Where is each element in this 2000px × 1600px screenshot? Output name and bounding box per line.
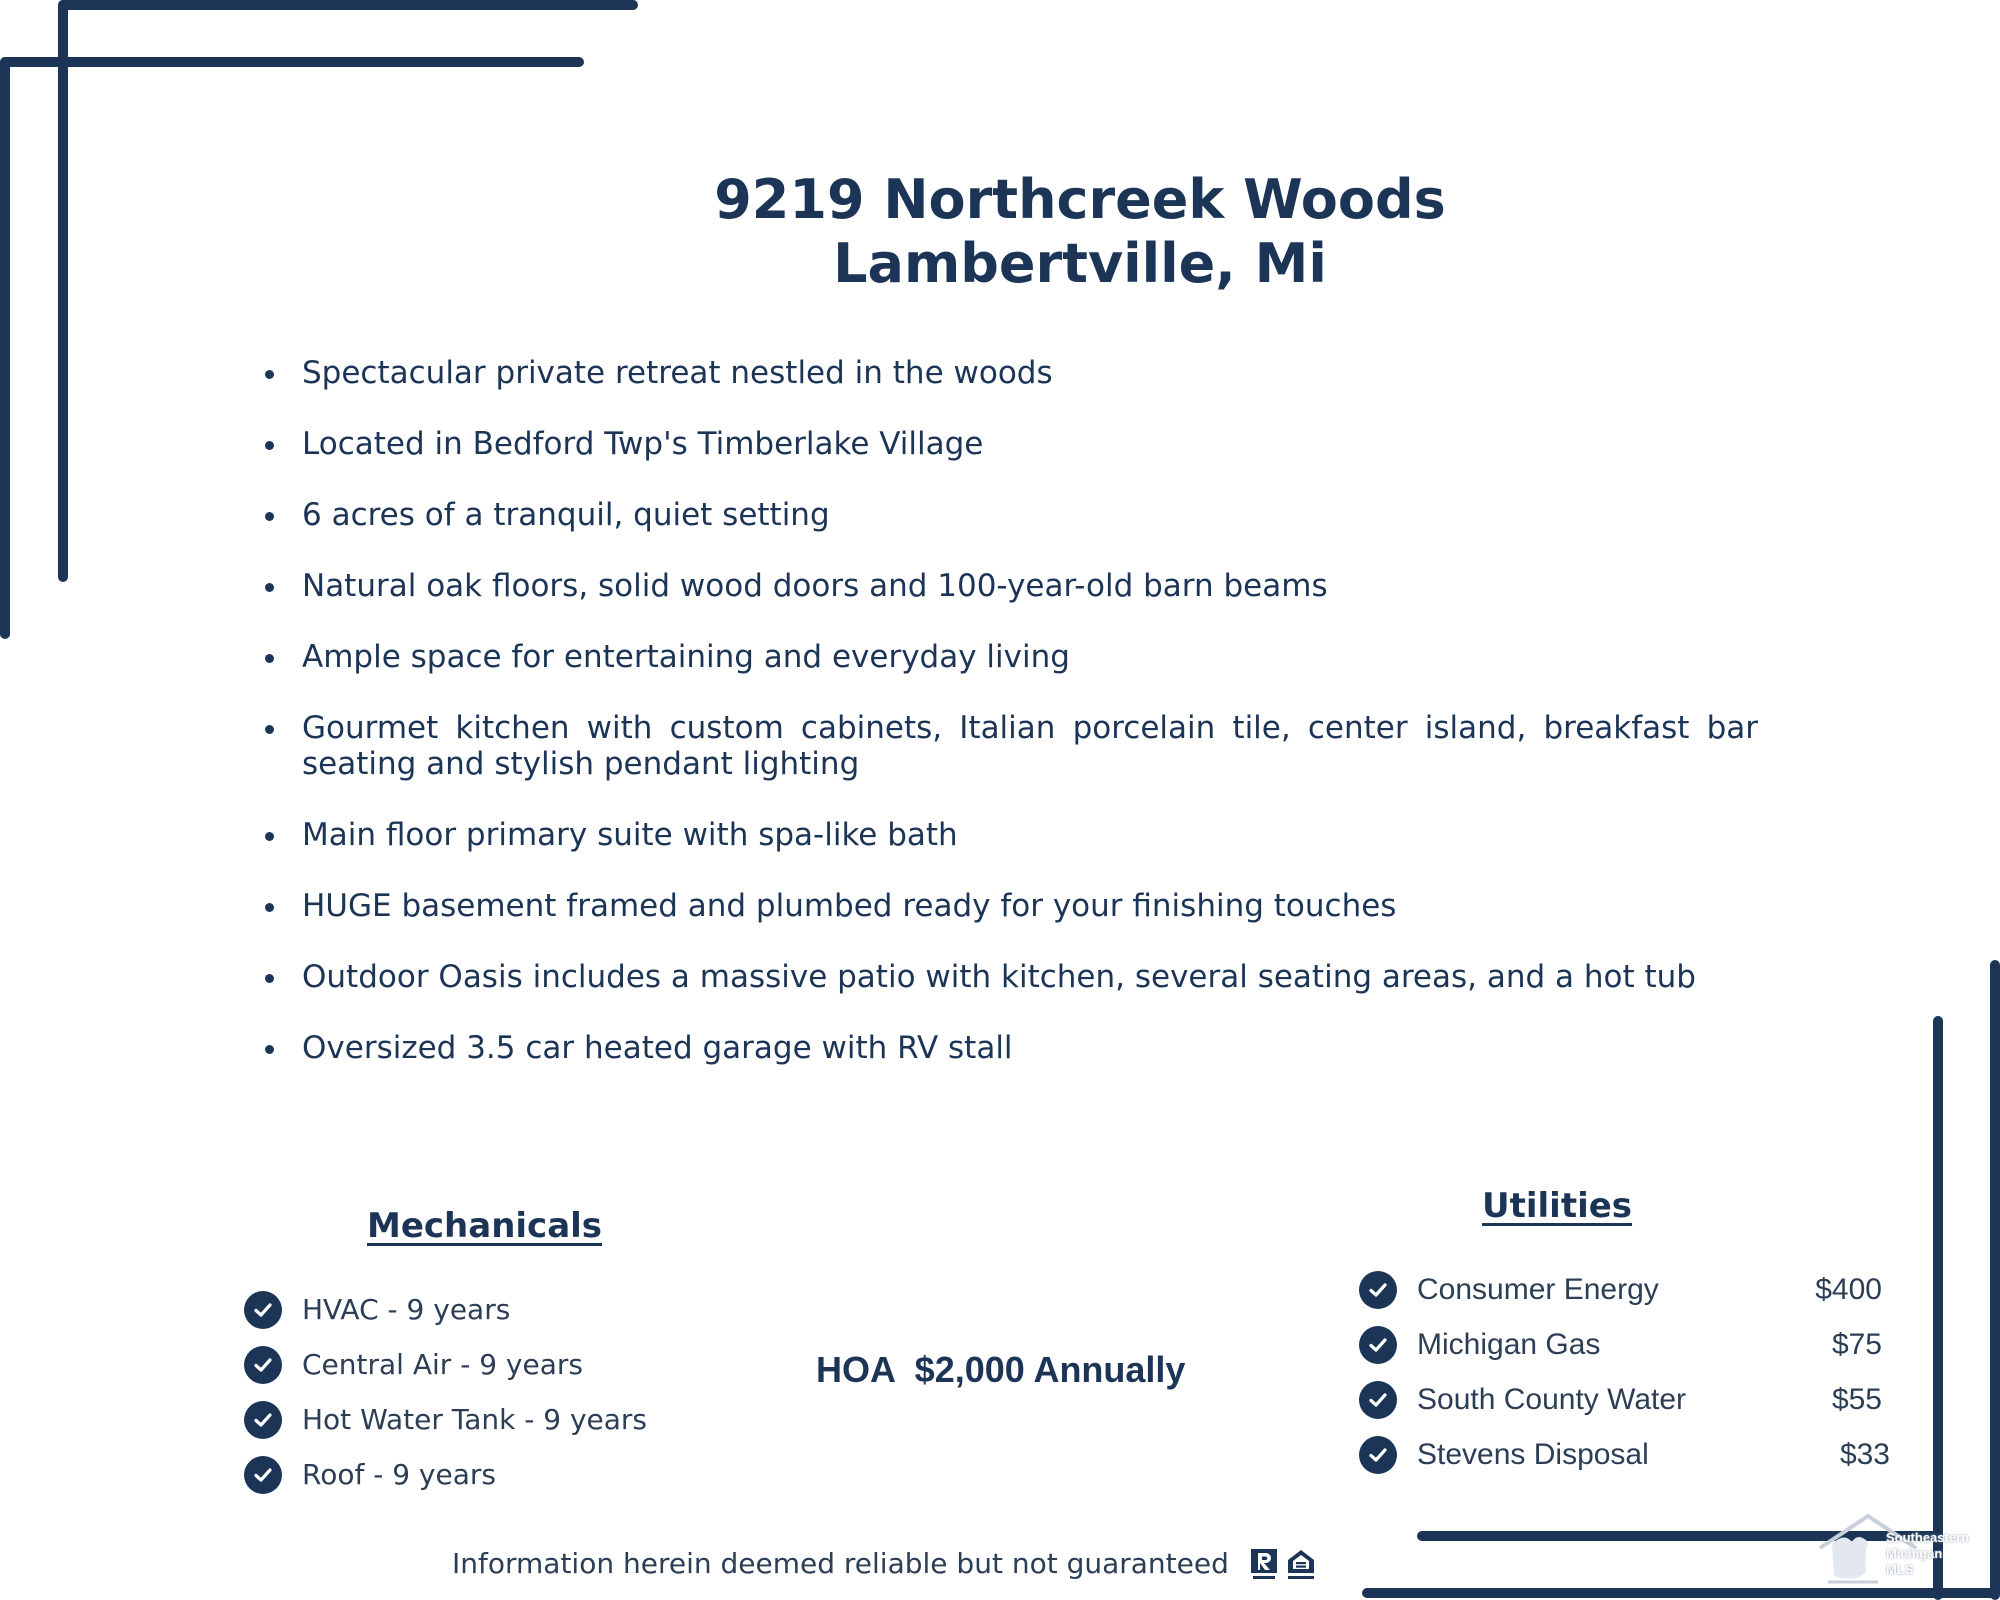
mls-logo-text (1886, 1530, 1996, 1578)
utilities-list (1359, 1262, 1890, 1482)
checkmark-icon (1359, 1436, 1397, 1474)
equal-housing-icon (1286, 1548, 1316, 1582)
checkmark-icon (1359, 1381, 1397, 1419)
checkmark-icon (1359, 1271, 1397, 1309)
feature-item: Spectacular private retreat nestled in the woods (258, 355, 1758, 391)
utility-name: South County Water (1417, 1382, 1687, 1416)
feature-item: 6 acres of a tranquil, quiet setting (258, 497, 1758, 533)
frame-line-right-outer (1990, 960, 2000, 1600)
hoa-fee: HOA $2,000 Annually (816, 1349, 1186, 1390)
mechanicals-heading: Mechanicals (367, 1206, 603, 1246)
frame-line-top-inner (0, 57, 584, 67)
mechanical-label: Hot Water Tank - 9 years (302, 1403, 647, 1436)
realtor-logo-icon (1250, 1548, 1278, 1582)
feature-item: Ample space for entertaining and everyday living (258, 639, 1758, 675)
utility-amount: $75 (1831, 1327, 1882, 1361)
list-item (244, 1392, 647, 1447)
list-item (1359, 1262, 1890, 1317)
feature-item: Oversized 3.5 car heated garage with RV stall (258, 1030, 1758, 1066)
utilities-heading: Utilities (1482, 1186, 1633, 1226)
utility-name: Michigan Gas (1417, 1327, 1601, 1361)
feature-item: Natural oak floors, solid wood doors and 100-year-old barn beams (258, 568, 1758, 604)
checkmark-icon (244, 1456, 282, 1494)
list-item (1359, 1317, 1890, 1372)
frame-line-left-inner (0, 57, 10, 639)
list-item (1359, 1427, 1890, 1482)
feature-item: Located in Bedford Twp's Timberlake Village (258, 426, 1758, 462)
utility-amount: $400 (1815, 1272, 1882, 1306)
mechanicals-list (244, 1282, 647, 1502)
feature-item: HUGE basement framed and plumbed ready for your finishing touches (258, 888, 1758, 924)
checkmark-icon (244, 1291, 282, 1329)
list-item (244, 1282, 647, 1337)
city-line: Lambertville, Mi (833, 232, 1327, 295)
mechanical-label: Central Air - 9 years (302, 1348, 583, 1381)
utility-amount: $33 (1839, 1437, 1890, 1471)
mechanical-label: Roof - 9 years (302, 1458, 496, 1491)
checkmark-icon (244, 1401, 282, 1439)
feature-item: Gourmet kitchen with custom cabinets, Italian porcelain tile, center island, breakfast bar seating and stylish pendant lighting (258, 710, 1758, 782)
listing-title (0, 168, 2000, 296)
feature-list (258, 355, 1758, 1101)
utility-name: Consumer Energy (1417, 1272, 1659, 1306)
utility-amount: $55 (1831, 1382, 1882, 1416)
feature-item: Main floor primary suite with spa-like bath (258, 817, 1758, 853)
frame-line-top-outer (58, 0, 638, 10)
list-item (244, 1447, 647, 1502)
utility-name: Stevens Disposal (1417, 1437, 1649, 1471)
disclaimer: Information herein deemed reliable but not guaranteed (452, 1547, 1229, 1580)
address-line: 9219 Northcreek Woods (714, 168, 1446, 231)
mls-logo-line: Michigan (1886, 1546, 1943, 1561)
list-item (244, 1337, 647, 1392)
checkmark-icon (244, 1346, 282, 1384)
checkmark-icon (1359, 1326, 1397, 1364)
mls-logo-line: MLS (1886, 1562, 1914, 1577)
list-item (1359, 1372, 1890, 1427)
mls-logo-line: Southeastern (1886, 1530, 1970, 1545)
mechanical-label: HVAC - 9 years (302, 1293, 511, 1326)
feature-item: Outdoor Oasis includes a massive patio with kitchen, several seating areas, and a hot tub (258, 959, 1758, 995)
